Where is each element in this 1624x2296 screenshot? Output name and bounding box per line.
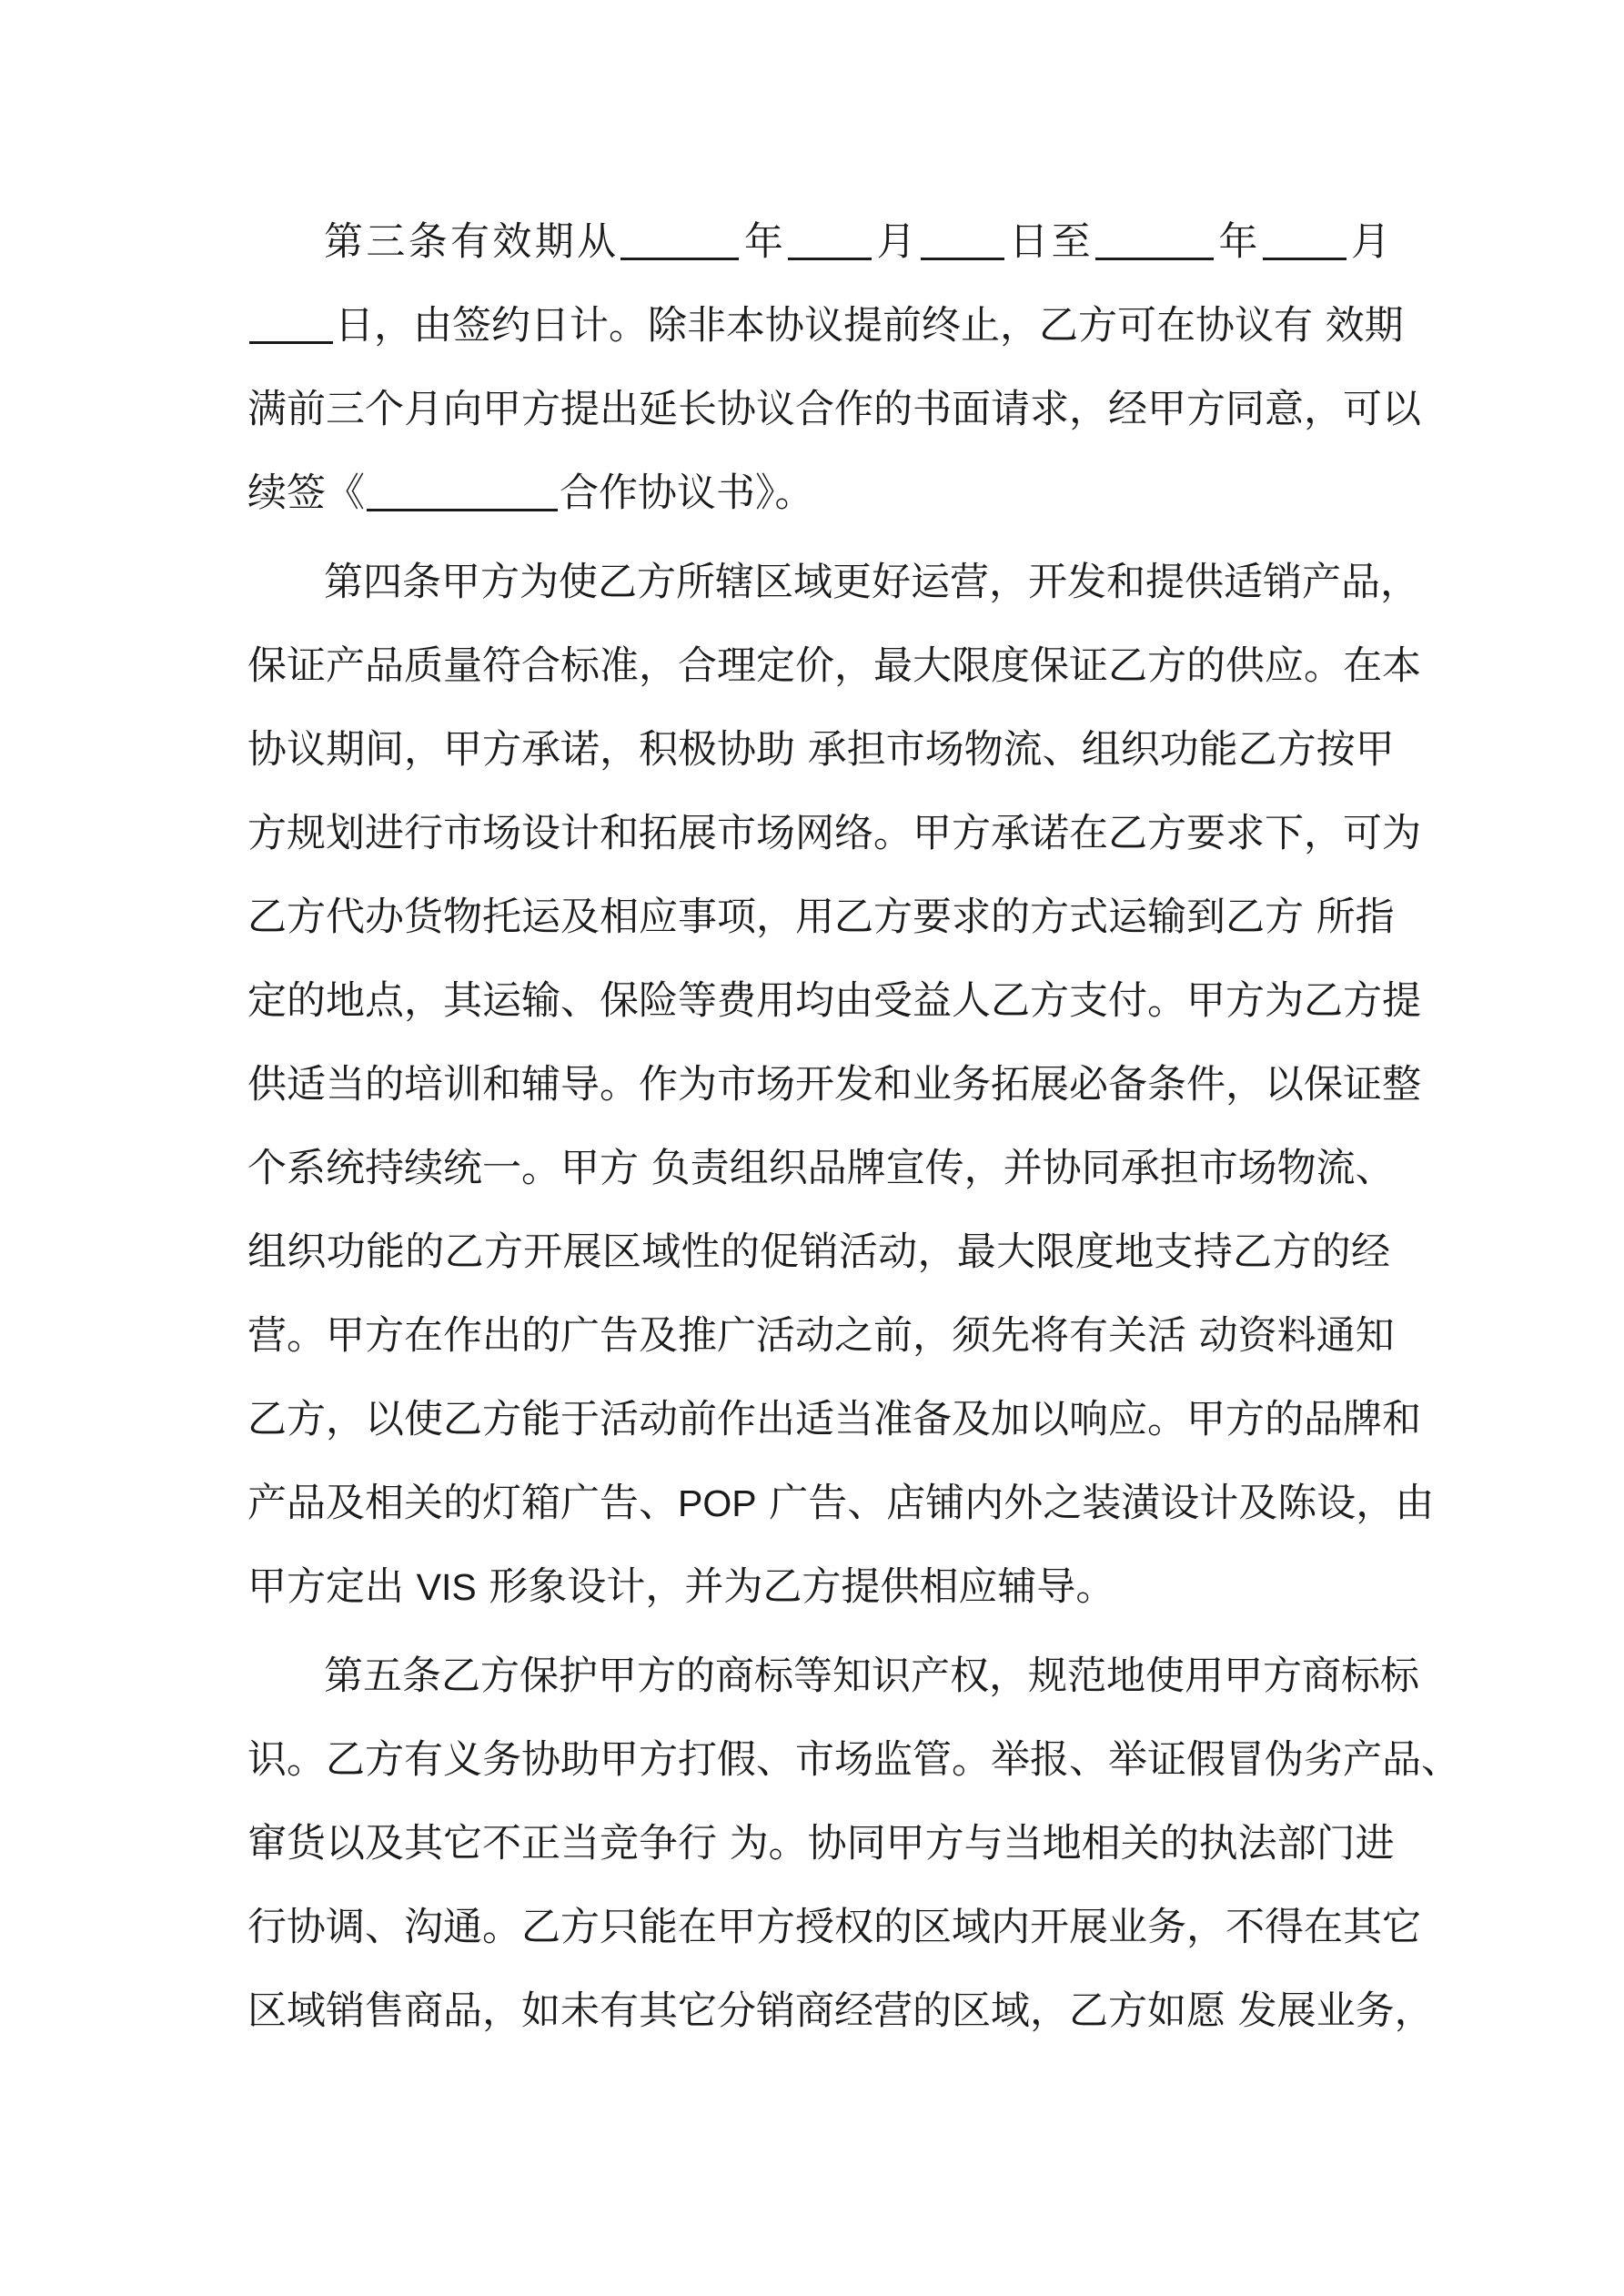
article-4-line: 保证产品质量符合标准，合理定价，最大限度保证乙方的供应。在本 xyxy=(247,643,1421,689)
article-3-text: 合作协议书》。 xyxy=(560,470,814,516)
pop-term: POP xyxy=(678,1482,757,1524)
end-year-blank xyxy=(1095,217,1214,260)
article-4-line xyxy=(247,1471,1435,1536)
article-5-line: 第五条乙方保护甲方的商标等知识产权，规范地使用甲方商标标 xyxy=(324,1654,1419,1699)
end-day-blank xyxy=(249,301,333,344)
end-month-blank xyxy=(1263,217,1347,260)
article-4-text: 产品及相关的灯箱广告、 xyxy=(247,1481,678,1526)
article-3-line-4 xyxy=(247,460,1390,526)
article-4-line: 方规划进行市场设计和拓展市场网络。甲方承诺在乙方要求下，可为 xyxy=(247,811,1421,856)
start-month-blank xyxy=(788,217,872,260)
article-4-line: 组织功能的乙方开展区域性的促销活动，最大限度地支持乙方的经 xyxy=(247,1229,1390,1275)
vis-term: VIS xyxy=(416,1566,477,1608)
year-label: 年 xyxy=(1215,219,1261,265)
article-5-line: 行协调、沟通。乙方只能在甲方授权的区域内开展业务，不得在其它 xyxy=(247,1905,1421,1950)
article-4-text: 广告、店铺内外之装潢设计及陈设，由 xyxy=(756,1481,1435,1526)
article-5-line: 识。乙方有义务协助甲方打假、市场监管。举报、举证假冒伪劣产品、 xyxy=(247,1737,1460,1783)
article-4-line: 营。甲方在作出的广告及推广活动之前，须先将有关活 动资料通知 xyxy=(247,1313,1395,1359)
month-label: 月 xyxy=(873,219,919,265)
article-4-line: 乙方，以使乙方能于活动前作出适当准备及加以响应。甲方的品牌和 xyxy=(247,1397,1421,1442)
article-3-lead: 第三条有效期从 xyxy=(324,219,620,265)
year-label: 年 xyxy=(741,219,787,265)
article-5-line: 窜货以及其它不正当竞争行 为。协同甲方与当地相关的执法部门进 xyxy=(247,1821,1395,1866)
article-4-line: 个系统持续统一。甲方 负责组织品牌宣传，并协同承担市场物流、 xyxy=(247,1146,1395,1191)
article-3-text: 续签《 xyxy=(247,470,365,516)
article-3-text: 日，由签约日计。除非本协议提前终止，乙方可在协议有 效期 xyxy=(335,303,1404,349)
article-3-line-3: 满前三个月向甲方提出延长协议合作的书面请求，经甲方同意，可以 xyxy=(247,387,1421,432)
article-4-line: 协议期间，甲方承诺，积极协助 承担市场物流、组织功能乙方按甲 xyxy=(247,727,1395,773)
month-label: 月 xyxy=(1347,219,1391,265)
agreement-name-blank xyxy=(367,469,558,511)
article-3-line-1 xyxy=(324,209,1390,275)
article-4-line: 供适当的培训和辅导。作为市场开发和业务拓展必备条件，以保证整 xyxy=(247,1062,1421,1108)
article-4-line xyxy=(247,1554,1390,1620)
article-4-line: 定的地点，其运输、保险等费用均由受益人乙方支付。甲方为乙方提 xyxy=(247,978,1421,1024)
start-day-blank xyxy=(921,217,1004,260)
start-year-blank xyxy=(620,217,739,260)
article-4-text: 形象设计，并为乙方提供相应辅导。 xyxy=(476,1564,1115,1610)
article-5-line: 区域销售商品，如未有其它分销商经营的区域，乙方如愿 发展业务， xyxy=(247,1988,1434,2034)
article-4-text: 甲方定出 xyxy=(247,1564,417,1610)
day-to-label: 日至 xyxy=(1005,219,1094,265)
article-4-line: 乙方代办货物托运及相应事项，用乙方要求的方式运输到乙方 所指 xyxy=(247,895,1395,940)
article-3-line-2 xyxy=(247,293,1404,359)
article-4-line: 第四条甲方为使乙方所辖区域更好运营，开发和提供适销产品， xyxy=(324,560,1419,605)
